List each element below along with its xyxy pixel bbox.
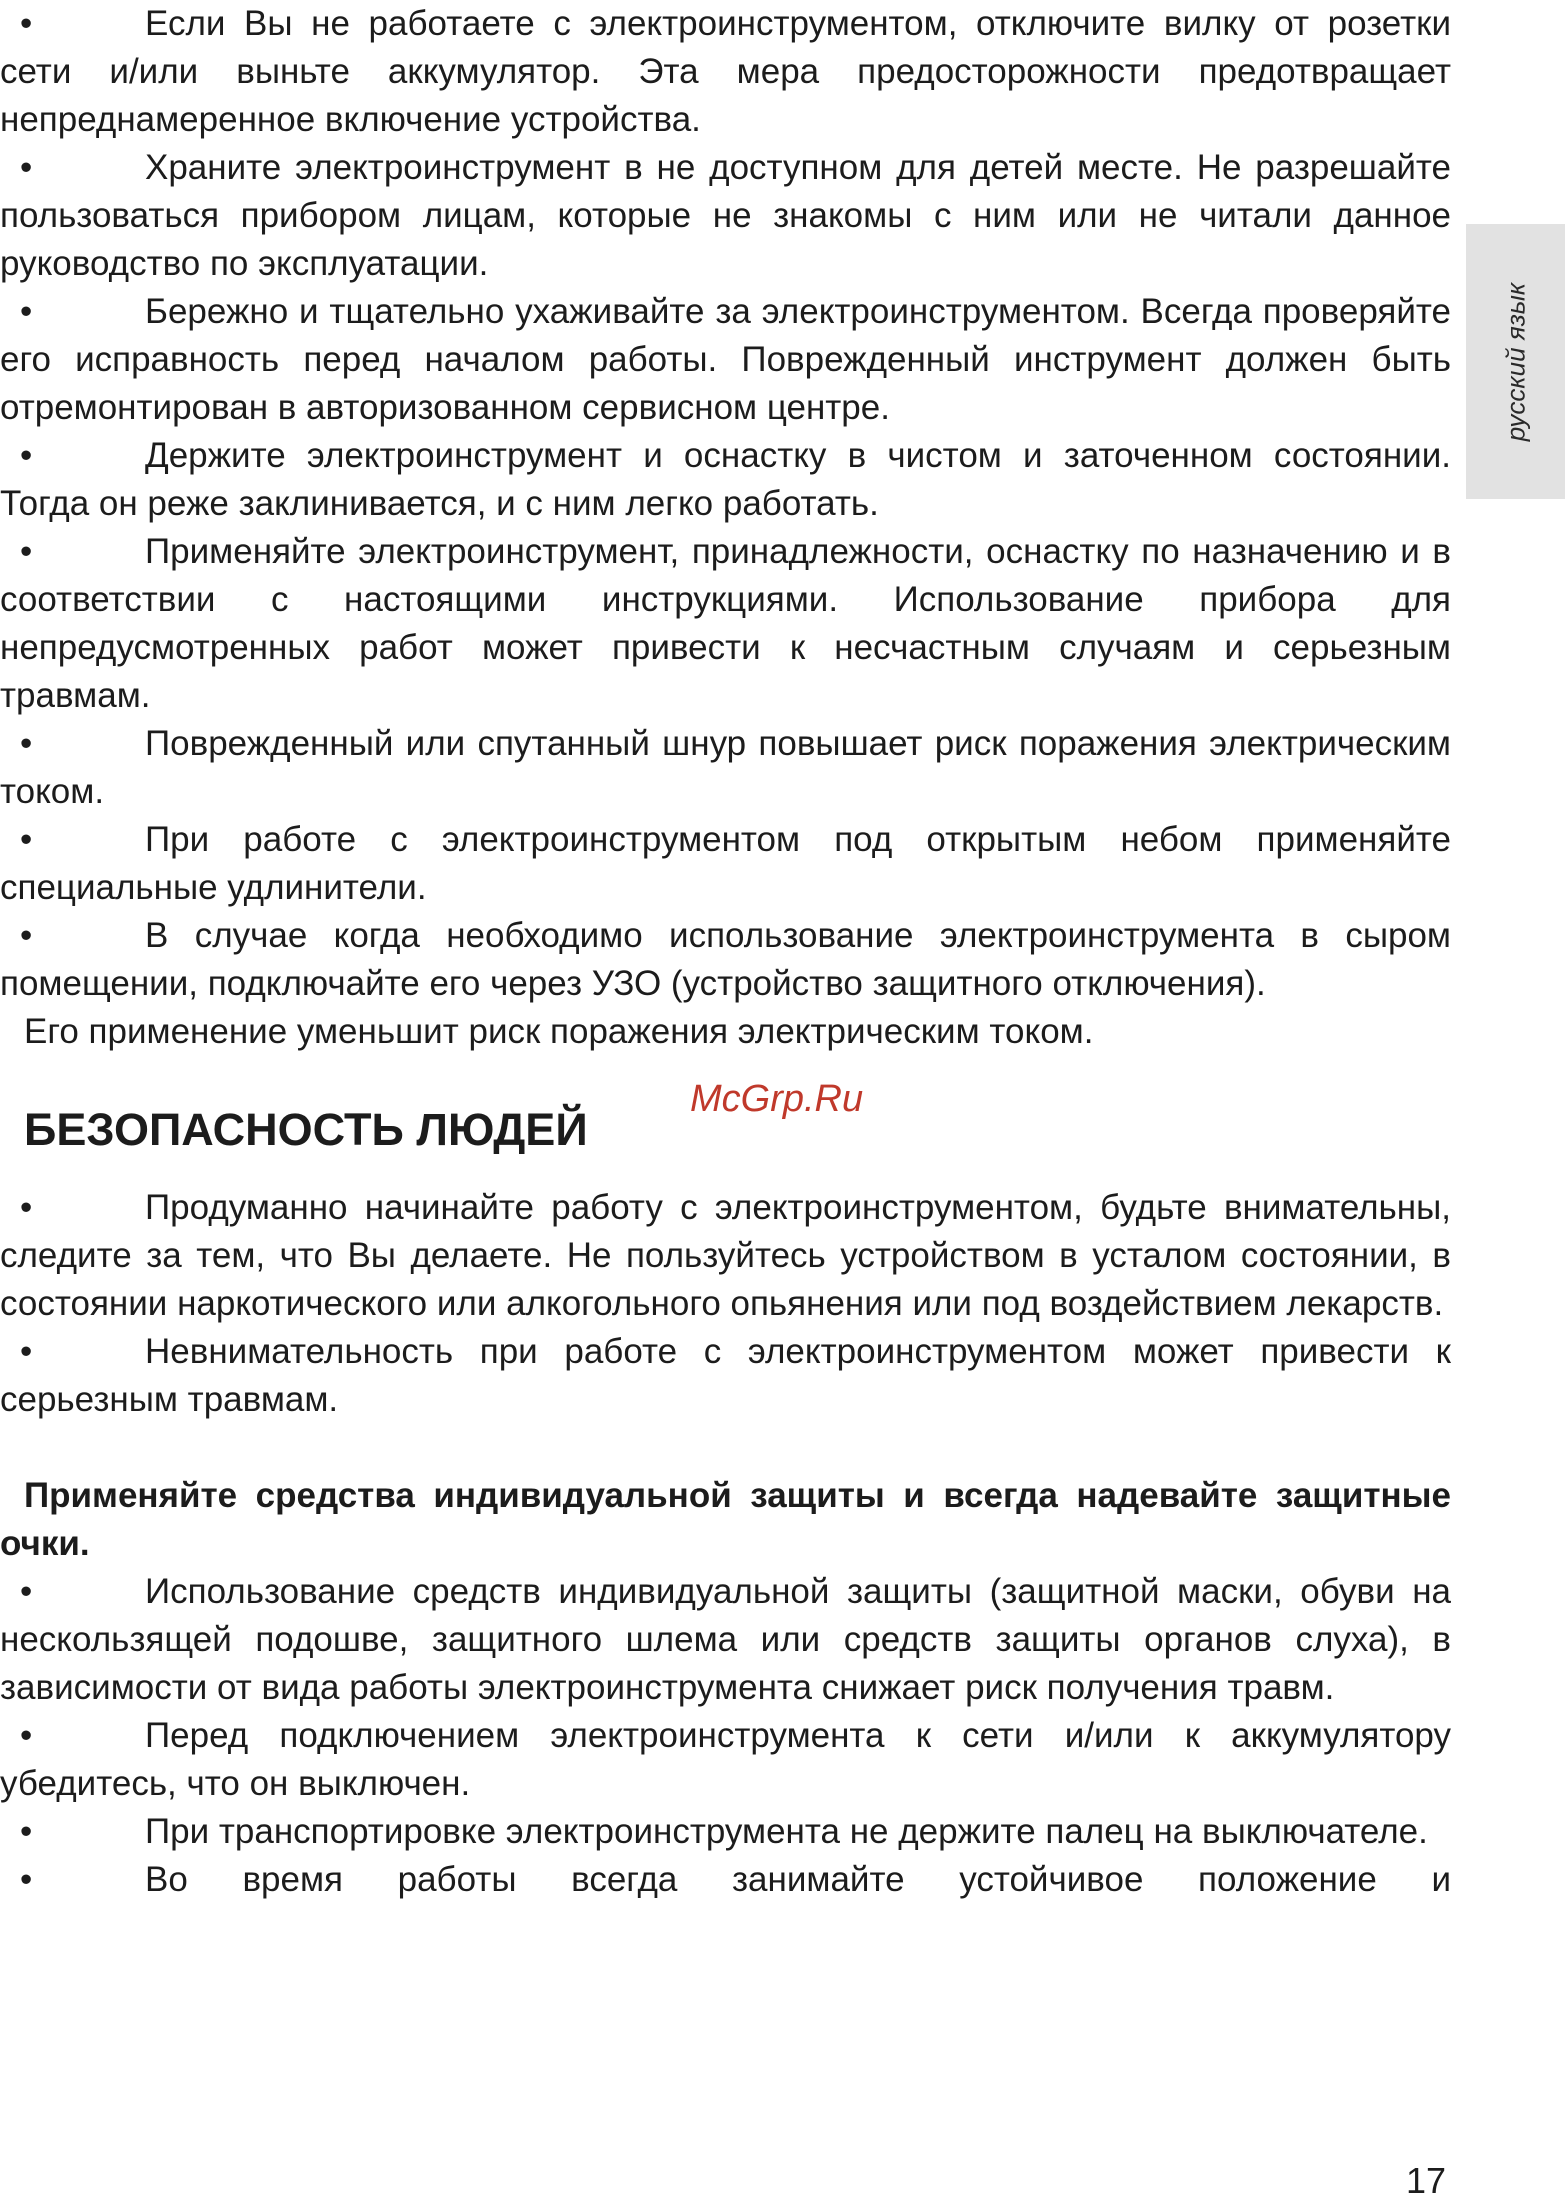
list-item: • При работе с электроинструментом под открытым небом применяйте специальные удлинители. <box>0 816 1451 912</box>
bullet-icon: • <box>20 436 33 475</box>
list-item: • Невнимательность при работе с электроинструментом может привести к серьезным травмам. <box>0 1328 1451 1424</box>
bullet-icon: • <box>20 4 33 43</box>
section-title: БЕЗОПАСНОСТЬ ЛЮДЕЙ <box>24 1104 588 1155</box>
page-number: 17 <box>1406 2160 1447 2201</box>
bullet-icon: • <box>20 1332 33 1371</box>
list-item: • Если Вы не работаете с электроинструментом, отключите вилку от розетки сети и/или выньте аккумулятор. Эта мера предосторожности предотвращает непреднамеренное включение устройства. <box>0 0 1451 144</box>
bullet-icon: • <box>20 532 33 571</box>
list-item: • При транспортировке электроинструмента не держите палец на выключателе. <box>0 1808 1451 1856</box>
bullet-icon: • <box>20 1860 33 1899</box>
section-note: Его применение уменьшит риск поражения электрическим током. <box>24 1012 1094 1051</box>
list-item: • Держите электроинструмент и оснастку в чистом и заточенном состоянии. Тогда он реже заклинивается, и с ним легко работать. <box>0 432 1451 528</box>
list-item: • Продуманно начинайте работу с электроинструментом, будьте внимательны, следите за тем, что Вы делаете. Не пользуйтесь устройством в усталом состоянии, в состоянии наркотического или алкогольного опьянения или под воздействием лекарств. <box>0 1184 1451 1328</box>
bullet-icon: • <box>20 1812 33 1851</box>
language-side-tab <box>1466 224 1565 499</box>
list-item: • Использование средств индивидуальной защиты (защитной маски, обуви на нескользящей подошве, защитного шлема или средств защиты органов слуха), в зависимости от вида работы электроинструмента снижает риск получения травм. <box>0 1568 1451 1712</box>
list-item: • Храните электроинструмент в не доступном для детей месте. Не разрешайте пользоваться прибором лицам, которые не знакомы с ним или не читали данное руководство по эксплуатации. <box>0 144 1451 288</box>
bullet-icon: • <box>20 148 33 187</box>
bullet-icon: • <box>20 1716 33 1755</box>
list-item: • Во время работы всегда занимайте устойчивое положение и <box>0 1856 1451 1904</box>
watermark: McGrp.Ru <box>690 1078 864 1120</box>
subheading: Применяйте средства индивидуальной защиты и всегда надевайте защитные очки. <box>0 1476 1451 1563</box>
bullet-icon: • <box>20 724 33 763</box>
bullet-icon: • <box>20 916 33 955</box>
list-item: • Перед подключением электроинструмента к сети и/или к аккумулятору убедитесь, что он выключен. <box>0 1712 1451 1808</box>
bullet-icon: • <box>20 1188 33 1227</box>
bullet-icon: • <box>20 292 33 331</box>
bullet-icon: • <box>20 820 33 859</box>
list-item: • В случае когда необходимо использование электроинструмента в сыром помещении, подключайте его через УЗО (устройство защитного отключения). <box>0 912 1451 1008</box>
list-item: • Поврежденный или спутанный шнур повышает риск поражения электрическим током. <box>0 720 1451 816</box>
bullet-icon: • <box>20 1572 33 1611</box>
side-tab-label: русский язык <box>1500 282 1530 441</box>
list-item: • Бережно и тщательно ухаживайте за электроинструментом. Всегда проверяйте его исправность перед началом работы. Поврежденный инструмент должен быть отремонтирован в авторизованном сервисном центре. <box>0 288 1451 432</box>
list-item: • Применяйте электроинструмент, принадлежности, оснастку по назначению и в соответствии с настоящими инструкциями. Использование прибора для непредусмотренных работ может привести к несчастным случаям и серьезным травмам. <box>0 528 1451 720</box>
